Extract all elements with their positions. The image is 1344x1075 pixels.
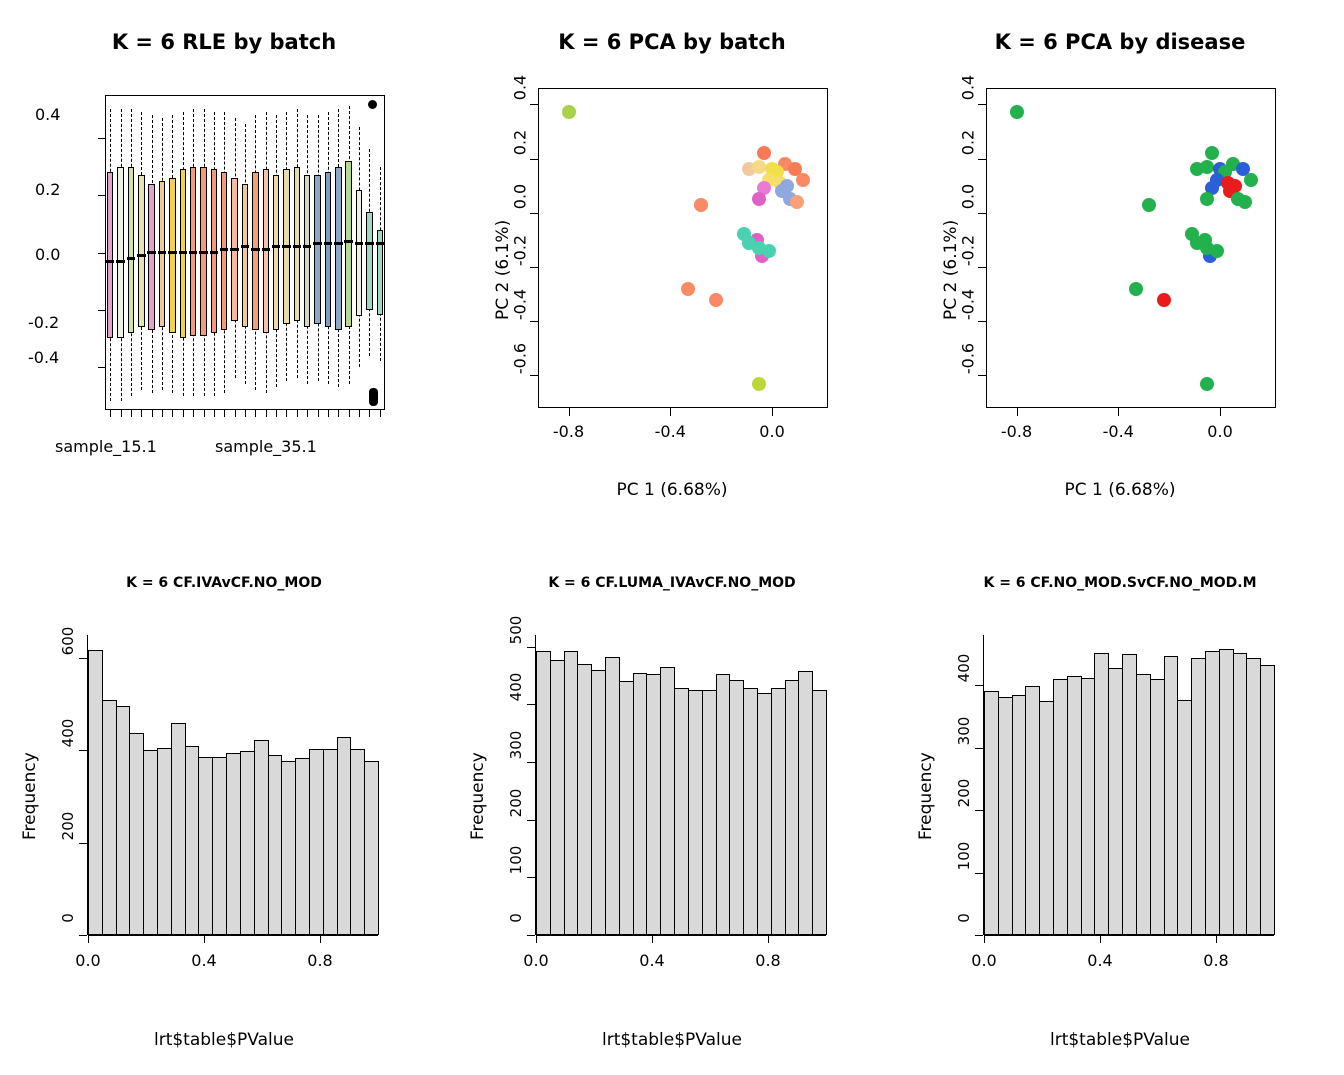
rle-box-2 bbox=[117, 167, 123, 339]
hist-bar bbox=[646, 674, 661, 935]
y-tick-mark bbox=[975, 685, 983, 686]
x-tick-label: 0.8 bbox=[307, 951, 333, 970]
panel-pca-batch bbox=[448, 0, 896, 520]
hist-bar bbox=[1108, 668, 1123, 936]
rle-median bbox=[365, 242, 373, 245]
y-tick-label: 200 bbox=[507, 788, 525, 817]
hist-bar bbox=[157, 748, 172, 935]
rle-box-24 bbox=[345, 161, 351, 327]
y-tick-mark bbox=[530, 267, 538, 268]
hist-bar bbox=[281, 761, 296, 935]
y-tick-mark bbox=[530, 104, 538, 105]
y-tick-label: 400 bbox=[507, 672, 525, 702]
rle-median bbox=[189, 251, 197, 254]
rle-box-5 bbox=[148, 184, 154, 330]
y-tick-mark bbox=[978, 104, 986, 105]
hist-bar bbox=[716, 674, 731, 935]
hist-bar bbox=[591, 670, 606, 935]
rle-ytick-4: -0.4 bbox=[28, 348, 60, 367]
rle-ytick-mark bbox=[98, 195, 105, 196]
panel-pca-disease bbox=[896, 0, 1344, 520]
rle-median bbox=[355, 242, 363, 245]
y-tick-label: -0.6 bbox=[510, 343, 530, 375]
rle-median bbox=[241, 245, 249, 248]
hist-bar bbox=[171, 723, 186, 935]
x-tick-label: -0.8 bbox=[1000, 422, 1033, 441]
hist-bar bbox=[254, 740, 269, 935]
rle-box-19 bbox=[294, 167, 300, 322]
rle-box-3 bbox=[128, 167, 134, 333]
rle-box-22 bbox=[325, 172, 331, 327]
hist-bar bbox=[674, 688, 689, 936]
panel-rle-title: K = 6 RLE by batch bbox=[111, 30, 337, 54]
y-tick-mark bbox=[975, 748, 983, 749]
y-tick-label: 600 bbox=[59, 626, 77, 656]
panel-hist-1-title: K = 6 CF.IVAvCF.NO_MOD bbox=[126, 575, 322, 591]
hist-bar bbox=[1012, 695, 1027, 935]
rle-xtick bbox=[235, 410, 236, 417]
hist-bar bbox=[268, 755, 283, 935]
hist-2-ylabel: Frequency bbox=[468, 752, 488, 840]
y-tick-label: 200 bbox=[955, 778, 973, 808]
rle-median bbox=[179, 251, 187, 254]
rle-box-17 bbox=[273, 175, 279, 330]
y-axis bbox=[983, 635, 984, 935]
x-axis bbox=[536, 935, 826, 936]
x-tick-mark bbox=[569, 408, 570, 416]
rle-xtick bbox=[162, 410, 163, 417]
hist-bar bbox=[785, 680, 800, 935]
x-tick-mark bbox=[768, 935, 769, 943]
pca-disease-ylabel: PC 2 (6.1%) bbox=[941, 219, 961, 320]
y-tick-mark bbox=[975, 873, 983, 874]
hist-bar bbox=[198, 757, 213, 935]
hist-bar bbox=[129, 733, 144, 935]
y-tick-mark bbox=[527, 820, 535, 821]
data-point bbox=[1010, 105, 1024, 119]
rle-ytick-0: 0.4 bbox=[35, 105, 61, 124]
data-point bbox=[562, 105, 576, 119]
y-tick-mark bbox=[975, 935, 983, 936]
rle-xtick bbox=[245, 410, 246, 417]
hist-bar bbox=[116, 706, 131, 935]
hist-bar bbox=[1246, 658, 1261, 936]
y-tick-label: 500 bbox=[507, 615, 525, 644]
rle-median bbox=[147, 251, 155, 254]
rle-median bbox=[106, 260, 114, 263]
y-tick-mark bbox=[978, 375, 986, 376]
hist-bar bbox=[143, 750, 158, 935]
rle-median bbox=[262, 248, 270, 251]
data-point bbox=[681, 282, 695, 296]
rle-median bbox=[116, 260, 124, 263]
rle-median bbox=[137, 254, 145, 257]
hist-bar bbox=[1219, 649, 1234, 935]
rle-xtick bbox=[338, 410, 339, 417]
hist-bar bbox=[1081, 678, 1096, 936]
hist-bar bbox=[757, 693, 772, 935]
rle-xtick bbox=[214, 410, 215, 417]
rle-xtick-label-1: sample_15.1 bbox=[55, 437, 157, 456]
rle-median bbox=[334, 242, 342, 245]
rle-ytick-2: 0.0 bbox=[35, 245, 61, 264]
rle-ytick-mark bbox=[98, 253, 105, 254]
x-tick-mark bbox=[670, 408, 671, 416]
hist-bar bbox=[688, 690, 703, 935]
rle-ytick-1: 0.2 bbox=[35, 180, 61, 199]
rle-xtick bbox=[152, 410, 153, 417]
rle-ytick-mark bbox=[98, 138, 105, 139]
hist-bar bbox=[564, 651, 579, 935]
hist-bar bbox=[1177, 700, 1192, 935]
y-tick-label: 0 bbox=[59, 913, 77, 923]
hist-bar bbox=[337, 737, 352, 935]
rle-xtick bbox=[255, 410, 256, 417]
x-tick-label: 0.8 bbox=[755, 951, 781, 970]
y-tick-label: 300 bbox=[955, 716, 973, 745]
rle-xtick bbox=[286, 410, 287, 417]
rle-xtick bbox=[307, 410, 308, 417]
y-tick-label: 0.2 bbox=[958, 129, 978, 155]
panel-hist-1 bbox=[0, 540, 448, 1075]
rle-xtick bbox=[110, 410, 111, 417]
x-axis bbox=[984, 935, 1274, 936]
data-point bbox=[1129, 282, 1143, 296]
rle-median bbox=[158, 251, 166, 254]
hist-bar bbox=[1233, 653, 1248, 936]
y-tick-mark bbox=[978, 321, 986, 322]
hist-bar bbox=[1191, 658, 1206, 936]
y-tick-mark bbox=[530, 159, 538, 160]
y-tick-mark bbox=[527, 647, 535, 648]
data-point bbox=[709, 293, 723, 307]
rle-xtick bbox=[141, 410, 142, 417]
hist-bar bbox=[633, 673, 648, 936]
hist-bar bbox=[1260, 665, 1275, 935]
hist-bar bbox=[1025, 686, 1040, 935]
rle-xtick bbox=[318, 410, 319, 417]
rle-box-14 bbox=[242, 184, 248, 327]
hist-bar bbox=[619, 681, 634, 935]
rle-outlier bbox=[368, 100, 377, 109]
x-tick-label: -0.4 bbox=[654, 422, 686, 441]
rle-box-25 bbox=[356, 190, 362, 316]
hist-bar bbox=[1164, 656, 1179, 935]
y-tick-mark bbox=[978, 213, 986, 214]
x-tick-label: 0.0 bbox=[75, 951, 101, 970]
rle-outlier bbox=[369, 388, 378, 406]
data-point bbox=[694, 198, 708, 212]
rle-median bbox=[199, 251, 207, 254]
y-tick-mark bbox=[978, 267, 986, 268]
hist-bar bbox=[702, 690, 717, 935]
hist-bar bbox=[88, 650, 103, 935]
y-tick-label: 400 bbox=[955, 653, 973, 683]
hist-bar bbox=[536, 651, 551, 935]
pca-disease-plot-area bbox=[986, 88, 1276, 408]
y-axis bbox=[87, 635, 88, 935]
hist-bar bbox=[185, 746, 200, 935]
rle-xtick bbox=[266, 410, 267, 417]
x-tick-label: 0.0 bbox=[523, 951, 549, 970]
x-tick-label: -0.4 bbox=[1102, 422, 1134, 441]
hist-bar bbox=[323, 749, 338, 935]
data-point bbox=[1244, 173, 1258, 187]
data-point bbox=[1157, 293, 1171, 307]
y-tick-label: 0 bbox=[507, 913, 525, 923]
panel-hist-3-title: K = 6 CF.NO_MOD.SvCF.NO_MOD.M bbox=[983, 575, 1257, 591]
y-tick-mark bbox=[79, 750, 87, 751]
y-tick-label: 0.2 bbox=[510, 129, 530, 155]
x-tick-mark bbox=[1216, 935, 1217, 943]
x-tick-label: 0.8 bbox=[1203, 951, 1229, 970]
rle-median bbox=[220, 248, 228, 251]
rle-xtick bbox=[131, 410, 132, 417]
x-tick-label: -0.8 bbox=[552, 422, 585, 441]
x-tick-label: 0.4 bbox=[639, 951, 665, 970]
y-tick-mark bbox=[530, 375, 538, 376]
hist-bar bbox=[660, 667, 675, 935]
y-tick-mark bbox=[527, 877, 535, 878]
hist-bar bbox=[771, 688, 786, 936]
x-tick-mark bbox=[772, 408, 773, 416]
y-tick-label: -0.4 bbox=[958, 289, 978, 321]
rle-xtick-label-2: sample_35.1 bbox=[215, 437, 317, 456]
x-tick-mark bbox=[1017, 408, 1018, 416]
rle-xtick bbox=[349, 410, 350, 417]
hist-1-ylabel: Frequency bbox=[20, 752, 40, 840]
data-point bbox=[1228, 179, 1242, 193]
y-tick-mark bbox=[530, 321, 538, 322]
rle-xtick bbox=[121, 410, 122, 417]
rle-box-20 bbox=[304, 175, 310, 327]
pca-batch-xlabel: PC 1 (6.68%) bbox=[616, 480, 728, 500]
rle-box-26 bbox=[366, 212, 372, 309]
hist-1-xlabel: lrt$table$PValue bbox=[153, 1030, 294, 1050]
pca-batch-ylabel: PC 2 (6.1%) bbox=[493, 219, 513, 320]
rle-xtick bbox=[380, 410, 381, 417]
y-tick-label: 100 bbox=[507, 845, 525, 875]
panel-hist-3 bbox=[896, 540, 1344, 1075]
x-tick-label: 0.0 bbox=[971, 951, 997, 970]
y-tick-label: 0.0 bbox=[510, 183, 530, 209]
rle-box-7 bbox=[169, 178, 175, 333]
rle-box-4 bbox=[138, 175, 144, 327]
hist-bar bbox=[998, 697, 1013, 935]
hist-bar bbox=[812, 690, 827, 935]
rle-box-1 bbox=[107, 172, 113, 338]
pca-batch-plot-area bbox=[538, 88, 828, 408]
hist-bar bbox=[350, 749, 365, 935]
y-tick-label: 0.4 bbox=[958, 75, 978, 101]
rle-xtick bbox=[224, 410, 225, 417]
pca-disease-xlabel: PC 1 (6.68%) bbox=[1064, 480, 1176, 500]
rle-xtick bbox=[369, 410, 370, 417]
hist-bar bbox=[212, 757, 227, 935]
x-tick-mark bbox=[88, 935, 89, 943]
rle-median bbox=[210, 251, 218, 254]
hist-bar bbox=[1122, 654, 1137, 935]
rle-median bbox=[324, 242, 332, 245]
y-tick-label: 0.4 bbox=[510, 75, 530, 101]
hist-2-xlabel: lrt$table$PValue bbox=[601, 1030, 742, 1050]
x-tick-mark bbox=[204, 935, 205, 943]
y-tick-mark bbox=[79, 843, 87, 844]
rle-xtick bbox=[276, 410, 277, 417]
hist-bar bbox=[1067, 676, 1082, 935]
hist-bar bbox=[1039, 701, 1054, 935]
y-tick-mark bbox=[975, 810, 983, 811]
hist-bar bbox=[102, 700, 117, 935]
y-tick-mark bbox=[527, 935, 535, 936]
y-tick-label: 200 bbox=[59, 811, 77, 841]
hist-bar bbox=[226, 753, 241, 935]
hist-3-xlabel: lrt$table$PValue bbox=[1049, 1030, 1190, 1050]
rle-xtick bbox=[183, 410, 184, 417]
y-tick-label: 400 bbox=[59, 719, 77, 748]
x-tick-label: 0.4 bbox=[1087, 951, 1113, 970]
y-tick-mark bbox=[527, 762, 535, 763]
y-tick-label: 0.0 bbox=[958, 183, 978, 209]
hist-bar bbox=[1205, 651, 1220, 935]
x-axis bbox=[88, 935, 378, 936]
hist-bar bbox=[1136, 674, 1151, 935]
rle-median bbox=[293, 245, 301, 248]
x-tick-mark bbox=[984, 935, 985, 943]
hist-bar bbox=[295, 758, 310, 935]
panel-pca-disease-title: K = 6 PCA by disease bbox=[994, 30, 1246, 54]
rle-xtick bbox=[204, 410, 205, 417]
rle-median bbox=[272, 245, 280, 248]
hist-bar bbox=[1094, 653, 1109, 935]
y-tick-label: -0.6 bbox=[958, 343, 978, 375]
rle-median bbox=[303, 245, 311, 248]
y-tick-label: -0.2 bbox=[510, 234, 530, 267]
rle-median bbox=[251, 248, 259, 251]
hist-bar bbox=[364, 761, 379, 935]
data-point bbox=[780, 179, 794, 193]
x-tick-mark bbox=[1100, 935, 1101, 943]
y-tick-label: 100 bbox=[955, 841, 973, 870]
rle-xtick bbox=[328, 410, 329, 417]
rle-ytick-3: -0.2 bbox=[28, 313, 60, 332]
x-tick-label: 0.0 bbox=[759, 422, 785, 441]
panel-rle bbox=[0, 0, 448, 520]
y-tick-label: 300 bbox=[507, 730, 525, 760]
rle-median bbox=[168, 251, 176, 254]
y-tick-mark bbox=[79, 658, 87, 659]
y-tick-mark bbox=[527, 704, 535, 705]
rle-median bbox=[230, 248, 238, 251]
rle-box-23 bbox=[335, 167, 341, 330]
rle-median bbox=[127, 257, 135, 260]
y-tick-mark bbox=[978, 159, 986, 160]
rle-xtick bbox=[172, 410, 173, 417]
data-point bbox=[796, 173, 810, 187]
data-point bbox=[1142, 198, 1156, 212]
hist-bar bbox=[743, 688, 758, 935]
panel-hist-2 bbox=[448, 540, 896, 1075]
hist-bar bbox=[1150, 679, 1165, 935]
y-tick-label: 0 bbox=[955, 913, 973, 923]
hist-bar bbox=[240, 751, 255, 935]
rle-median bbox=[344, 240, 352, 243]
x-tick-label: 0.0 bbox=[1207, 422, 1233, 441]
x-tick-mark bbox=[652, 935, 653, 943]
hist-bar bbox=[1053, 679, 1068, 935]
rle-ytick-mark bbox=[98, 310, 105, 311]
hist-bar bbox=[577, 664, 592, 935]
hist-3-ylabel: Frequency bbox=[916, 752, 936, 840]
rle-xtick bbox=[193, 410, 194, 417]
y-tick-label: -0.4 bbox=[510, 289, 530, 321]
hist-bar bbox=[550, 660, 565, 935]
rle-median bbox=[313, 242, 321, 245]
hist-bar bbox=[605, 657, 620, 935]
rle-ytick-mark bbox=[98, 367, 105, 368]
hist-bar bbox=[729, 680, 744, 935]
x-tick-mark bbox=[320, 935, 321, 943]
x-tick-mark bbox=[536, 935, 537, 943]
rle-box-21 bbox=[314, 175, 320, 324]
rle-median bbox=[282, 245, 290, 248]
y-tick-mark bbox=[530, 213, 538, 214]
hist-bar bbox=[984, 691, 999, 935]
y-tick-mark bbox=[79, 935, 87, 936]
y-axis bbox=[535, 635, 536, 935]
panel-pca-batch-title: K = 6 PCA by batch bbox=[558, 30, 786, 54]
x-tick-mark bbox=[1220, 408, 1221, 416]
y-tick-label: -0.2 bbox=[958, 234, 978, 267]
hist-bar bbox=[309, 749, 324, 935]
hist-bar bbox=[798, 671, 813, 935]
data-point bbox=[1200, 377, 1214, 391]
x-tick-mark bbox=[1118, 408, 1119, 416]
rle-xtick bbox=[359, 410, 360, 417]
x-tick-label: 0.4 bbox=[191, 951, 217, 970]
data-point bbox=[752, 377, 766, 391]
rle-xtick bbox=[297, 410, 298, 417]
rle-median bbox=[376, 242, 384, 245]
panel-hist-2-title: K = 6 CF.LUMA_IVAvCF.NO_MOD bbox=[548, 575, 796, 591]
